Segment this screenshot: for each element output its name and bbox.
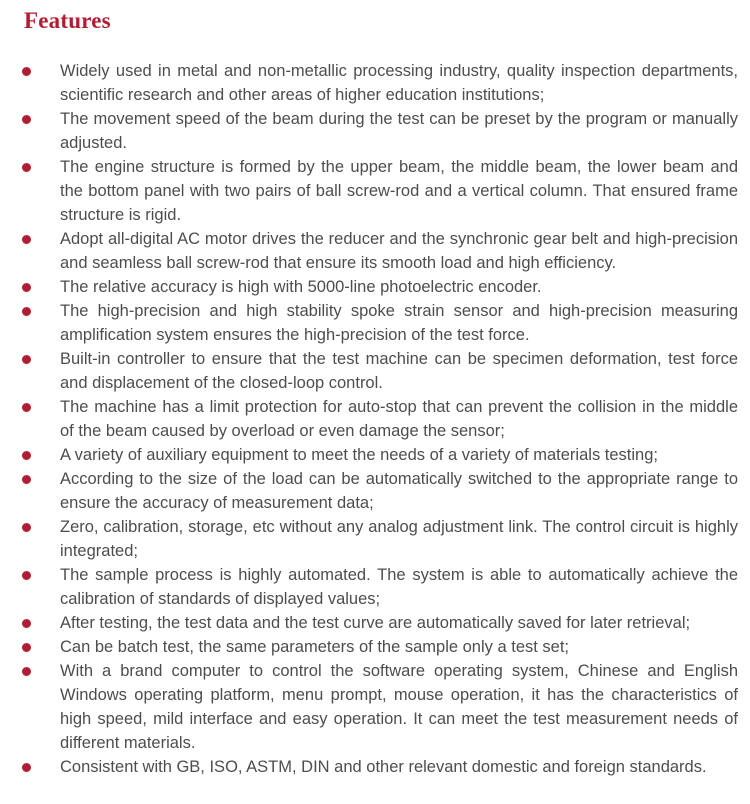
list-item [22, 635, 738, 659]
bullet-icon [22, 163, 31, 172]
list-item [22, 755, 738, 779]
bullet-icon [22, 475, 31, 484]
bullet-icon [22, 619, 31, 628]
bullet-icon [22, 115, 31, 124]
feature-text: The sample process is highly automated. The system is able to automatically achieve the calibration of standards of displayed values; [60, 566, 738, 608]
feature-text: After testing, the test data and the test curve are automatically saved for later retrieval; [60, 614, 691, 632]
feature-text: Widely used in metal and non-metallic processing industry, quality inspection departments, scientific research and other areas of higher education institutions; [60, 62, 738, 104]
bullet-icon [22, 763, 31, 772]
list-item [22, 275, 738, 299]
list-item [22, 59, 738, 107]
feature-text: The high-precision and high stability spoke strain sensor and high-precision measuring amplification system ensures the high-precision of the test force. [60, 302, 738, 344]
list-item [22, 227, 738, 275]
list-item [22, 155, 738, 227]
feature-text: The movement speed of the beam during the test can be preset by the program or manually adjusted. [60, 110, 738, 152]
feature-text: A variety of auxiliary equipment to meet the needs of a variety of materials testing; [60, 446, 658, 464]
feature-text: Built-in controller to ensure that the test machine can be specimen deformation, test force and displacement of the closed-loop control. [60, 350, 738, 392]
bullet-icon [22, 235, 31, 244]
list-item [22, 299, 738, 347]
list-item [22, 467, 738, 515]
features-list [0, 59, 750, 779]
list-item [22, 563, 738, 611]
bullet-icon [22, 403, 31, 412]
feature-text: The engine structure is formed by the upper beam, the middle beam, the lower beam and the bottom panel with two pairs of ball screw-rod and a vertical column. That ensured frame structure is rigid. [60, 158, 738, 224]
list-item [22, 443, 738, 467]
feature-text: Zero, calibration, storage, etc without any analog adjustment link. The control circuit is highly integrated; [60, 518, 738, 560]
page-title: Features [24, 8, 111, 33]
bullet-icon [22, 451, 31, 460]
feature-text: According to the size of the load can be automatically switched to the appropriate range to ensure the accuracy of measurement data; [60, 470, 738, 512]
list-item [22, 659, 738, 755]
bullet-icon [22, 307, 31, 316]
list-item [22, 347, 738, 395]
bullet-icon [22, 523, 31, 532]
feature-text: With a brand computer to control the software operating system, Chinese and English Windows operating platform, menu prompt, mouse operation, it has the characteristics of high speed, mild interface and easy operation. It can meet the test measurement needs of different materials. [60, 662, 738, 752]
feature-text: The relative accuracy is high with 5000-line photoelectric encoder. [60, 278, 542, 296]
feature-text: The machine has a limit protection for auto-stop that can prevent the collision in the middle of the beam caused by overload or even damage the sensor; [60, 398, 738, 440]
feature-text: Adopt all-digital AC motor drives the reducer and the synchronic gear belt and high-precision and seamless ball screw-rod that ensure its smooth load and high efficiency. [60, 230, 738, 272]
list-item [22, 515, 738, 563]
bullet-icon [22, 643, 31, 652]
bullet-icon [22, 571, 31, 580]
feature-text: Can be batch test, the same parameters of the sample only a test set; [60, 638, 570, 656]
list-item [22, 395, 738, 443]
list-item [22, 611, 738, 635]
bullet-icon [22, 67, 31, 76]
bullet-icon [22, 355, 31, 364]
bullet-icon [22, 283, 31, 292]
feature-text: Consistent with GB, ISO, ASTM, DIN and other relevant domestic and foreign standards. [60, 758, 707, 776]
bullet-icon [22, 667, 31, 676]
list-item [22, 107, 738, 155]
